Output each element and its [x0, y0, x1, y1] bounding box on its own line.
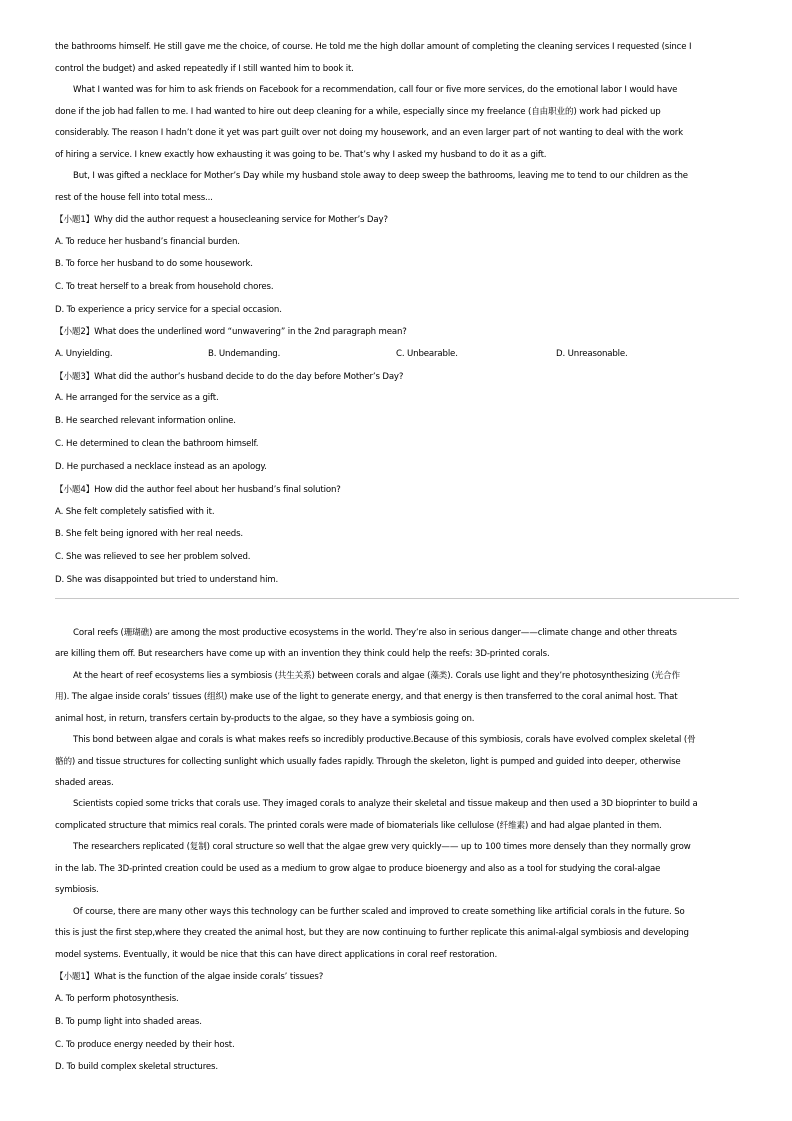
paragraph-line: model systems. Eventually, it would be nice that this can have direct applications in coral reef restoration. — [55, 950, 498, 960]
option-b: B. He searched relevant information online. — [55, 416, 236, 426]
question-stem: 【小题1】What is the function of the algae inside corals’ tissues? — [55, 972, 324, 982]
paragraph-line: complicated structure that mimics real corals. The printed corals were made of biomaterials like cellulose (纤维素) and had algae planted in them. — [55, 821, 662, 831]
paragraph-line: considerably. The reason I hadn’t done it yet was part guilt over not doing my housework, and an even larger part of not wanting to deal with the work — [55, 128, 683, 138]
option-c: C. She was relieved to see her problem solved. — [55, 552, 251, 562]
paragraph-line: of hiring a service. I knew exactly how exhausting it was going to be. That’s why I asked my husband to do it as a gift. — [55, 150, 547, 160]
paragraph-line: the bathrooms himself. He still gave me the choice, of course. He told me the high dollar amount of completing the cleaning services I requested (since I — [55, 42, 692, 52]
option-b: B. Undemanding. — [208, 349, 281, 359]
option-c: C. Unbearable. — [396, 349, 458, 359]
paragraph-line: Coral reefs (珊瑚礁) are among the most productive ecosystems in the world. They’re also in serious danger——climate change and other threats — [73, 628, 677, 638]
paragraph-line: shaded areas. — [55, 778, 114, 788]
paragraph-line: in the lab. The 3D-printed creation could be used as a medium to grow algae to produce bioenergy and also as a tool for studying the coral-algae — [55, 864, 661, 874]
options-row — [55, 348, 675, 360]
paragraph-line: symbiosis. — [55, 885, 99, 895]
option-a: A. Unyielding. — [55, 349, 113, 359]
question-stem: 【小题1】Why did the author request a housecleaning service for Mother’s Day? — [55, 215, 388, 225]
option-b: B. To pump light into shaded areas. — [55, 1017, 202, 1027]
option-c: C. He determined to clean the bathroom himself. — [55, 439, 259, 449]
paragraph-line: are killing them off. But researchers have come up with an invention they think could help the reefs: 3D-printed corals. — [55, 649, 550, 659]
option-c: C. To treat herself to a break from household chores. — [55, 282, 274, 292]
paragraph-line: this is just the first step,where they created the animal host, but they are now continuing to further replicate this animal-algal symbiosis and developing — [55, 928, 689, 938]
paragraph-line: The researchers replicated (复制) coral structure so well that the algae grew very quickly—— up to 100 times more densely than they normally grow — [73, 842, 691, 852]
option-a: A. He arranged for the service as a gift. — [55, 393, 219, 403]
paragraph-line: control the budget) and asked repeatedly if I still wanted him to book it. — [55, 64, 354, 74]
paragraph-line: 用). The algae inside corals’ tissues (组织) make use of the light to generate energy, and that energy is then transferred to the coral animal host. That — [55, 692, 678, 702]
option-d: D. Unreasonable. — [556, 349, 628, 359]
option-d: D. To experience a pricy service for a special occasion. — [55, 305, 282, 315]
option-a: A. To perform photosynthesis. — [55, 994, 179, 1004]
option-d: D. She was disappointed but tried to understand him. — [55, 575, 279, 585]
paragraph-line: Of course, there are many other ways this technology can be further scaled and improved to create something like artificial corals in the future. So — [73, 907, 685, 917]
paragraph-line: rest of the house fell into total mess... — [55, 193, 213, 203]
paragraph-line: 骼的) and tissue structures for collecting sunlight which usually fades rapidly. Through the skeleton, light is pumped and guided into deeper, otherwise — [55, 757, 681, 767]
paragraph-line: animal host, in return, transfers certain by-products to the algae, so they have a symbiosis going on. — [55, 714, 475, 724]
option-a: A. To reduce her husband’s financial burden. — [55, 237, 240, 247]
paragraph-line: Scientists copied some tricks that corals use. They imaged corals to analyze their skeletal and tissue makeup and then used a 3D bioprinter to build a — [73, 799, 698, 809]
paragraph-line: done if the job had fallen to me. I had wanted to hire out deep cleaning for a while, especially since my freelance (自由职业的) work had picked up — [55, 107, 661, 117]
question-stem: 【小题4】How did the author feel about her husband’s final solution? — [55, 485, 341, 495]
option-c: C. To produce energy needed by their host. — [55, 1040, 235, 1050]
option-b: B. To force her husband to do some housework. — [55, 259, 253, 269]
paragraph-line: But, I was gifted a necklace for Mother’s Day while my husband stole away to deep sweep the bathrooms, leaving me to tend to our children as the — [73, 171, 688, 181]
question-stem: 【小题3】What did the author’s husband decide to do the day before Mother’s Day? — [55, 372, 404, 382]
question-stem: 【小题2】What does the underlined word “unwavering” in the 2nd paragraph mean? — [55, 327, 407, 337]
option-d: D. He purchased a necklace instead as an apology. — [55, 462, 267, 472]
section-divider — [55, 598, 739, 599]
paragraph-line: This bond between algae and corals is what makes reefs so incredibly productive.Because of this symbiosis, corals have evolved complex skeletal (骨 — [73, 735, 696, 745]
paragraph-line: What I wanted was for him to ask friends on Facebook for a recommendation, call four or five more services, do the emotional labor I would have — [73, 85, 678, 95]
option-b: B. She felt being ignored with her real needs. — [55, 529, 243, 539]
option-a: A. She felt completely satisfied with it. — [55, 507, 215, 517]
paragraph-line: At the heart of reef ecosystems lies a symbiosis (共生关系) between corals and algae (藻类). Corals use light and they’re photosynthesizing (光合作 — [73, 671, 680, 681]
option-d: D. To build complex skeletal structures. — [55, 1062, 218, 1072]
